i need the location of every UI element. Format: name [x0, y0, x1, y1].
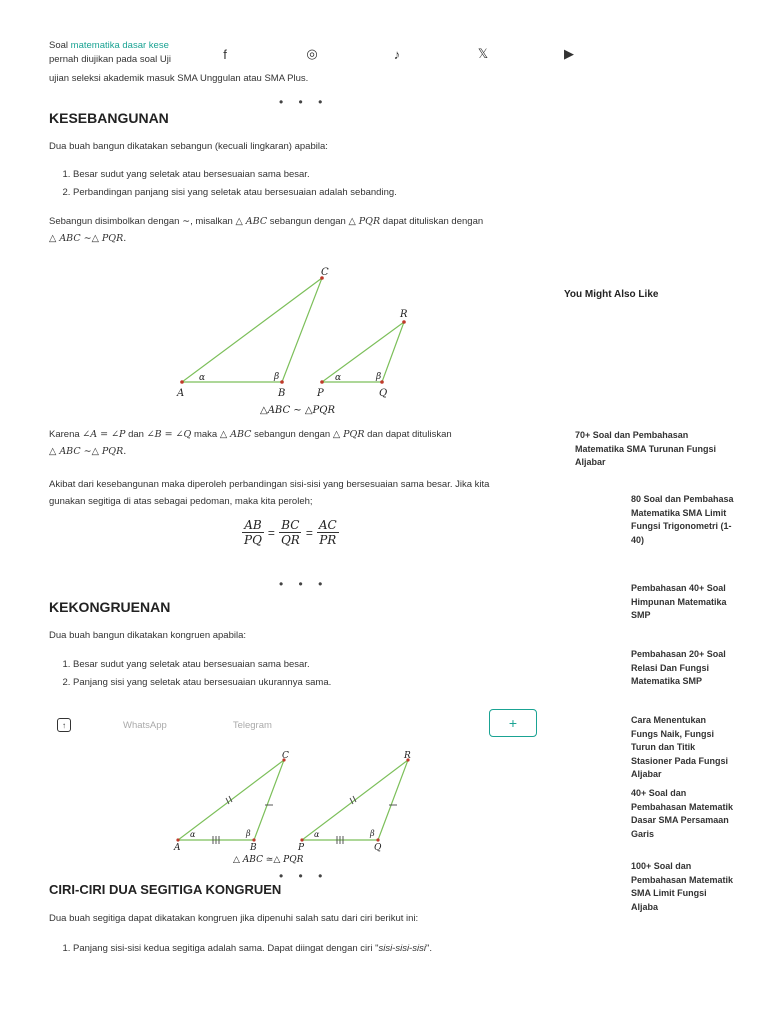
alpha-label: α [335, 373, 342, 383]
list-item: 1. Besar sudut yang seletak atau bersesuaian sama besar. [73, 166, 397, 184]
section-separator: • • • [279, 95, 329, 109]
beta-label: β [376, 372, 382, 382]
akibat-paragraph: Akibat dari kesebangunan maka diperoleh perbandingan sisi-sisi yang bersesuaian sama besar. Jika kita gunakan segitiga di atas sebagai pedoman, maka kita peroleh; [49, 479, 490, 507]
label-p: P [317, 388, 324, 399]
symbol-paragraph: Sebangun disimbolkan dengan ∼, misalkan △ ABC sebangun dengan △ PQR dapat dituliskan dengan △ ABC ∼△ PQR. [49, 216, 484, 244]
alpha-label: α [199, 373, 206, 383]
label-q: Q [379, 388, 388, 399]
list-item: 1. Besar sudut yang seletak atau bersesuaian sama besar. [73, 656, 331, 674]
heading-kesebangunan: KESEBANGUNAN [49, 110, 169, 126]
list-item: 2. Perbandingan panjang sisi yang seletak atau bersesuaian adalah sebanding. [73, 184, 397, 202]
congruent-triangles-figure [170, 748, 420, 866]
heading-kekongruenan: KEKONGRUENAN [49, 599, 171, 615]
label-b: B [250, 843, 257, 853]
heading-ciri-ciri: CIRI-CIRI DUA SEGITIGA KONGRUEN [49, 882, 282, 897]
list-item: 2. Panjang sisi yang seletak atau bersesuaian ukurannya sama. [73, 674, 331, 692]
label-c: C [282, 751, 289, 761]
label-p: P [298, 843, 305, 853]
section-separator: • • • [279, 577, 329, 591]
tiktok-icon[interactable]: ♪ [393, 46, 401, 62]
beta-label: β [274, 372, 280, 382]
figure-caption: △ABC ∼ △PQR [260, 405, 335, 416]
sidebar-item[interactable]: Cara Menentukan Fungs Naik, Fungsi Turun dan Titik Stasioner Pada Fungsi Aljabar [631, 715, 729, 779]
sidebar-item[interactable]: Pembahasan 20+ Soal Relasi Dan Fungsi Matematika SMP [631, 649, 726, 686]
more-share-button[interactable]: + [489, 709, 537, 737]
alpha-label: α [314, 830, 320, 839]
kekongruenan-list [49, 656, 331, 692]
telegram-share-button[interactable]: Telegram [232, 719, 272, 731]
ciri-intro: Dua buah segitiga dapat dikatakan kongruen jika dipenuhi salah satu dari ciri berikut ini: [49, 913, 419, 924]
youtube-icon[interactable]: ▶ [564, 46, 574, 61]
sidebar-item[interactable]: 80 Soal dan Pembahasa Matematika SMA Limit Fungsi Trigonometri (1-40) [631, 494, 734, 545]
x-icon[interactable]: 𝕏 [477, 46, 489, 61]
sidebar-item[interactable]: 100+ Soal dan Pembahasan Matematik SMA Limit Fungsi Aljaba [631, 861, 734, 912]
label-r: R [404, 751, 411, 761]
facebook-icon[interactable]: f [223, 46, 227, 62]
section-separator: • • • [279, 869, 329, 883]
kesebangunan-intro: Dua buah bangun dikatakan sebangun (kecuali lingkaran) apabila: [49, 141, 328, 152]
ciri-list [49, 940, 432, 958]
kesebangunan-list [49, 166, 397, 202]
intro-text: Soal matematika dasar kese pernah diujikan pada soal Uji [49, 40, 171, 65]
share-bar [49, 712, 539, 738]
similar-triangles-figure [170, 262, 420, 420]
share-icon[interactable]: ↑ [57, 718, 71, 732]
label-b: B [278, 388, 286, 399]
beta-label: β [370, 829, 375, 838]
label-r: R [400, 309, 408, 320]
beta-label: β [246, 829, 251, 838]
label-a: A [177, 388, 185, 399]
intro-link[interactable]: matematika dasar kese [70, 40, 169, 51]
sidebar-item[interactable]: 40+ Soal dan Pembahasan Matematik Dasar SMA Persamaan Garis [631, 788, 734, 839]
label-q: Q [374, 843, 382, 853]
ratio-equation: $\frac{AB}{PQ}$ = $\frac{BC}{QR}$ = $\frac{AC}{PR}$ [244, 518, 337, 547]
label-c: C [321, 267, 329, 278]
sidebar-title: You Might Also Like [564, 289, 659, 300]
sidebar-item[interactable]: Pembahasan 40+ Soal Himpunan Matematika SMP [631, 583, 727, 620]
karena-paragraph: Karena ∠A = ∠P dan ∠B = ∠Q maka △ ABC sebangun dengan △ PQR dan dapat dituliskan △ ABC ∼△ PQR. [49, 429, 452, 457]
instagram-icon[interactable]: ◎ [306, 46, 318, 61]
label-a: A [174, 843, 181, 853]
intro-line3: ujian seleksi akademik masuk SMA Unggulan atau SMA Plus. [49, 73, 309, 84]
sidebar-item[interactable]: 70+ Soal dan Pembahasan Matematika SMA Turunan Fungsi Aljabar [575, 430, 717, 467]
whatsapp-share-button[interactable]: WhatsApp [123, 719, 167, 731]
triangle-abc [182, 278, 322, 382]
alpha-label: α [190, 830, 196, 839]
list-item: 1. Panjang sisi-sisi kedua segitiga adalah sama. Dapat diingat dengan ciri "sisi-sisi-sisi". [73, 940, 432, 958]
figure-caption: △ ABC ≃△ PQR [233, 855, 304, 865]
kekongruenan-intro: Dua buah bangun dikatakan kongruen apabila: [49, 630, 247, 641]
